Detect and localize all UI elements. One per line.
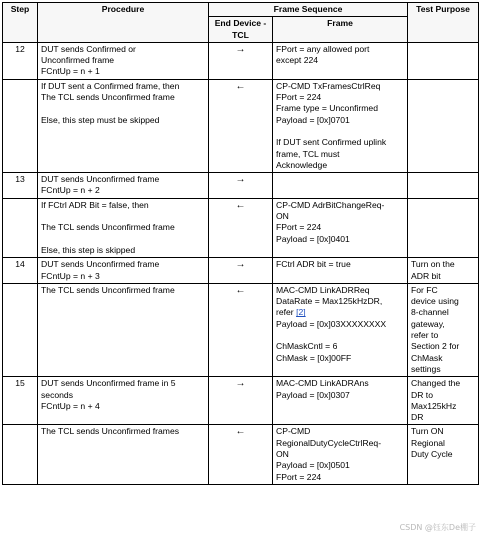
frame-header: Frame — [273, 17, 408, 43]
procedure-line: FCntUp = n + 3 — [41, 270, 100, 281]
frame-line: RegionalDutyCycleCtrlReq- — [276, 437, 382, 448]
purpose-line: ChMask — [411, 352, 443, 363]
test-purpose-cell — [408, 79, 479, 172]
frame-line: CP-CMD AdrBitChangeReq- — [276, 199, 385, 210]
header-row — [3, 3, 479, 17]
procedure-cell — [38, 283, 209, 376]
purpose-line: refer to — [411, 330, 439, 341]
procedure-cell — [38, 377, 209, 425]
procedure-line: The TCL sends Unconfirmed frame — [41, 92, 175, 103]
procedure-cell — [38, 79, 209, 172]
step-cell: 14 — [3, 258, 38, 284]
frame-line: ON — [276, 211, 289, 222]
procedure-line: Unconfirmed frame — [41, 55, 115, 66]
procedure-line: FCntUp = n + 1 — [41, 66, 100, 77]
reference-link[interactable]: [2] — [296, 307, 306, 318]
frame-line: Payload = [0x]0501 — [276, 460, 350, 471]
arrow-right-icon: → — [209, 258, 273, 284]
end-device-header: End Device - TCL — [209, 17, 273, 43]
procedure-line: DUT sends Unconfirmed frame — [41, 259, 160, 270]
purpose-line: Changed the — [411, 378, 461, 389]
frame-line: FPort = 224 — [276, 92, 322, 103]
purpose-line: DR to — [411, 389, 433, 400]
frame-cell — [273, 258, 408, 284]
frame-line: ChMask = [0x]00FF — [276, 352, 352, 363]
step-cell — [3, 198, 38, 257]
procedure-line: The TCL sends Unconfirmed frame — [41, 284, 175, 295]
test-purpose-cell — [408, 42, 479, 79]
purpose-line: ADR bit — [411, 270, 441, 281]
procedure-line: The TCL sends Unconfirmed frames — [41, 426, 180, 437]
frame-cell — [273, 283, 408, 376]
frame-line: MAC-CMD LinkADRAns — [276, 378, 369, 389]
test-purpose-cell — [408, 173, 479, 199]
purpose-line: Turn ON — [411, 426, 444, 437]
procedure-line — [41, 211, 205, 222]
step-cell — [3, 283, 38, 376]
table-row — [3, 283, 479, 376]
frame-cell — [273, 198, 408, 257]
frame-line: Frame type = Unconfirmed — [276, 103, 378, 114]
purpose-line: settings — [411, 363, 441, 374]
step-header: Step — [3, 3, 38, 43]
purpose-line: Section 2 for — [411, 341, 460, 352]
step-cell: 15 — [3, 377, 38, 425]
test-purpose-cell — [408, 198, 479, 257]
purpose-line: For FC — [411, 284, 438, 295]
purpose-line: DR — [411, 412, 424, 423]
purpose-line: Max125kHz — [411, 400, 457, 411]
procedure-line: Else, this step must be skipped — [41, 114, 160, 125]
table-body — [3, 42, 479, 484]
procedure-cell — [38, 258, 209, 284]
frame-cell — [273, 377, 408, 425]
table-row — [3, 79, 479, 172]
procedure-line: The TCL sends Unconfirmed frame — [41, 222, 175, 233]
procedure-line: DUT sends Confirmed or — [41, 43, 136, 54]
test-purpose-cell — [408, 425, 479, 484]
procedure-table — [2, 2, 479, 485]
table-row — [3, 42, 479, 79]
frame-line: FPort = 224 — [276, 471, 322, 482]
purpose-line: gateway, — [411, 318, 445, 329]
frame-line: Acknowledge — [276, 159, 328, 170]
frame-line: refer [2] — [276, 307, 306, 318]
frame-line: ON — [276, 448, 289, 459]
table-row — [3, 425, 479, 484]
step-cell: 13 — [3, 173, 38, 199]
procedure-line: If FCtrl ADR Bit = false, then — [41, 199, 149, 210]
procedure-line: If DUT sent a Confirmed frame, then — [41, 80, 180, 91]
frame-line: MAC-CMD LinkADRReq — [276, 284, 370, 295]
frame-line: Payload = [0x]0401 — [276, 233, 350, 244]
purpose-line: Duty Cycle — [411, 448, 453, 459]
procedure-line: FCntUp = n + 4 — [41, 400, 100, 411]
arrow-left-icon: ← — [209, 198, 273, 257]
frame-cell — [273, 425, 408, 484]
frame-cell — [273, 79, 408, 172]
frame-line: CP-CMD — [276, 426, 311, 437]
procedure-line — [41, 234, 205, 245]
procedure-line — [41, 103, 205, 114]
purpose-line: device using — [411, 296, 459, 307]
frame-line: FCtrl ADR bit = true — [276, 259, 351, 270]
test-purpose-cell — [408, 258, 479, 284]
frame-line: If DUT sent Confirmed uplink — [276, 137, 387, 148]
frame-line: ChMaskCntl = 6 — [276, 341, 338, 352]
table-row — [3, 198, 479, 257]
procedure-header: Procedure — [38, 3, 209, 43]
frame-line: DataRate = Max125kHzDR, — [276, 296, 383, 307]
procedure-cell — [38, 173, 209, 199]
purpose-line: Turn on the — [411, 259, 455, 270]
arrow-right-icon: → — [209, 173, 273, 199]
procedure-cell — [38, 42, 209, 79]
frame-line — [276, 126, 404, 137]
procedure-line: seconds — [41, 389, 74, 400]
arrow-left-icon: ← — [209, 283, 273, 376]
test-purpose-cell — [408, 283, 479, 376]
arrow-left-icon: ← — [209, 425, 273, 484]
procedure-line: Else, this step is skipped — [41, 244, 136, 255]
frame-line: Payload = [0x]03XXXXXXXX — [276, 318, 387, 329]
frame-line: FPort = 224 — [276, 222, 322, 233]
purpose-line: 8-channel — [411, 307, 449, 318]
procedure-cell — [38, 198, 209, 257]
arrow-left-icon: ← — [209, 79, 273, 172]
frame-line — [276, 330, 404, 341]
procedure-line: DUT sends Unconfirmed frame in 5 — [41, 378, 176, 389]
frame-line: CP-CMD TxFramesCtrlReq — [276, 80, 381, 91]
procedure-line: FCntUp = n + 2 — [41, 185, 100, 196]
frame-line: except 224 — [276, 55, 319, 66]
procedure-line: DUT sends Unconfirmed frame — [41, 174, 160, 185]
procedure-cell — [38, 425, 209, 484]
frame-cell — [273, 42, 408, 79]
frame-line: FPort = any allowed port — [276, 43, 370, 54]
arrow-right-icon: → — [209, 42, 273, 79]
purpose-line: Regional — [411, 437, 445, 448]
step-cell — [3, 425, 38, 484]
frame-line: frame, TCL must — [276, 148, 340, 159]
table-row — [3, 377, 479, 425]
watermark: CSDN @钰东De棚子 — [399, 523, 476, 532]
step-cell — [3, 79, 38, 172]
step-cell: 12 — [3, 42, 38, 79]
frame-line: Payload = [0x]0701 — [276, 114, 350, 125]
table-row — [3, 258, 479, 284]
test-purpose-header: Test Purpose — [408, 3, 479, 43]
arrow-right-icon: → — [209, 377, 273, 425]
frame-sequence-header: Frame Sequence — [209, 3, 408, 17]
frame-cell — [273, 173, 408, 199]
table-row — [3, 173, 479, 199]
test-purpose-cell — [408, 377, 479, 425]
frame-line: Payload = [0x]0307 — [276, 389, 350, 400]
